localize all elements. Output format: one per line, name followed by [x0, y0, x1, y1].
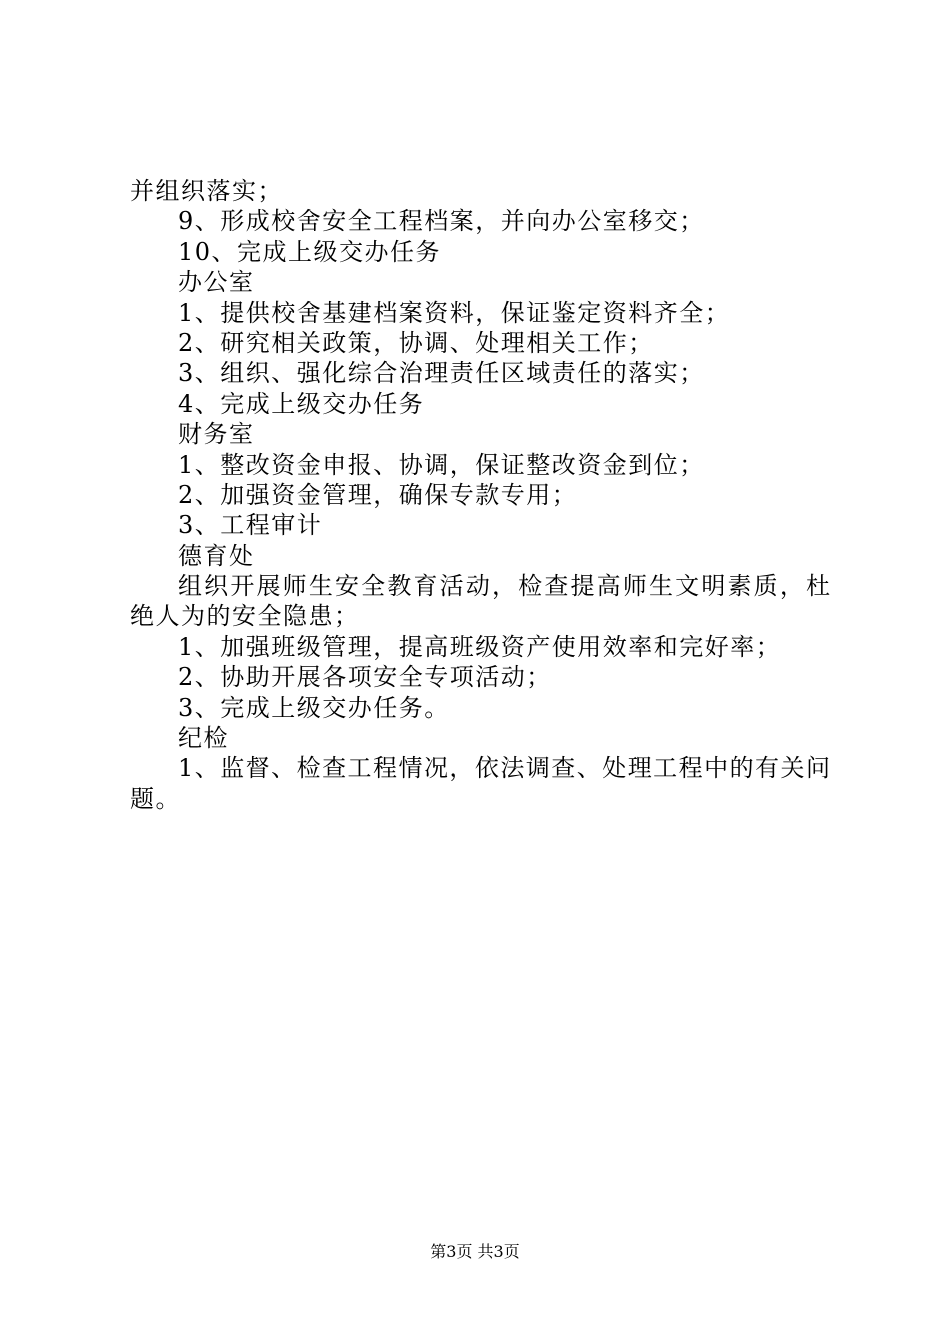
document-body — [130, 176, 830, 814]
text-line: 纪检 — [178, 724, 229, 753]
text-line: 10、完成上级交办任务 — [178, 237, 442, 266]
text-line: 1、提供校舍基建档案资料，保证鉴定资料齐全； — [178, 298, 731, 327]
text-line: 办公室 — [178, 268, 255, 297]
text-line: 1、加强班级管理，提高班级资产使用效率和完好率； — [178, 632, 782, 661]
text-line: 组织开展师生安全教育活动，检查提高师生文明素质，杜 — [178, 572, 830, 601]
page-footer: 第3页 共3页 — [430, 1242, 520, 1261]
text-line: 德育处 — [178, 541, 255, 570]
text-line: 3、工程审计 — [178, 511, 323, 540]
text-line: 9、形成校舍安全工程档案，并向办公室移交； — [178, 207, 705, 236]
text-line: 2、加强资金管理，确保专款专用； — [178, 480, 578, 509]
text-line: 1、整改资金申报、协调，保证整改资金到位； — [178, 450, 705, 479]
text-line: 3、组织、强化综合治理责任区域责任的落实； — [178, 359, 705, 388]
text-line: 绝人为的安全隐患； — [130, 602, 360, 631]
text-line: 财务室 — [178, 420, 255, 449]
text-line: 3、完成上级交办任务。 — [178, 693, 450, 722]
text-line: 2、协助开展各项安全专项活动； — [178, 663, 552, 692]
text-line: 并组织落实； — [130, 177, 283, 205]
text-line: 4、完成上级交办任务 — [178, 389, 425, 418]
text-line: 题。 — [130, 784, 181, 813]
text-line: 2、研究相关政策，协调、处理相关工作； — [178, 328, 654, 357]
text-line: 1、监督、检查工程情况，依法调查、处理工程中的有关问 — [178, 754, 830, 783]
